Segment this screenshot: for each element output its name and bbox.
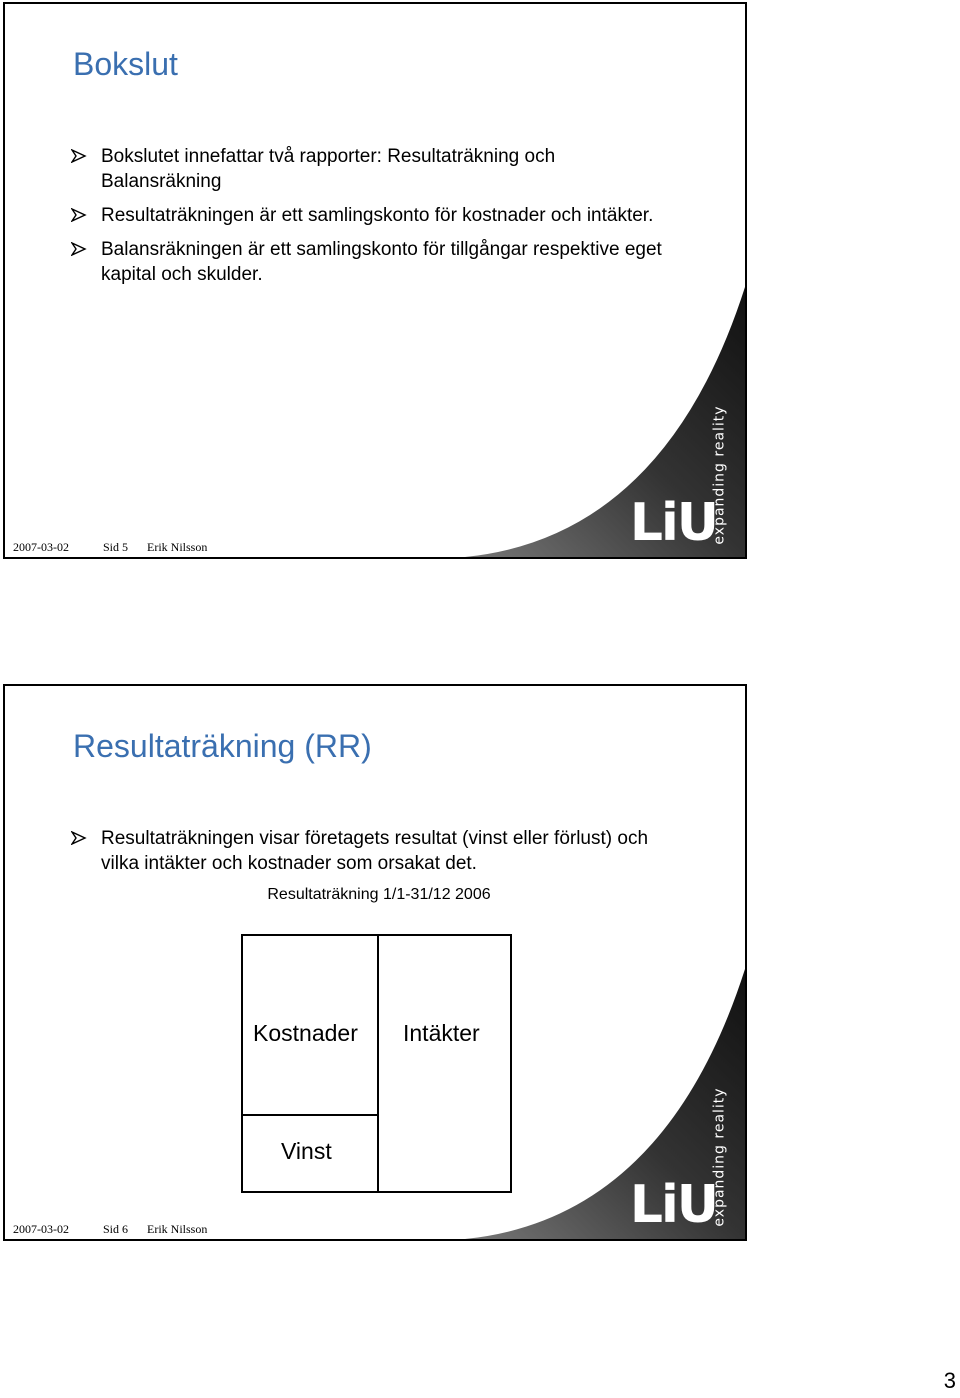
footer-author: Erik Nilsson <box>147 1221 208 1236</box>
bullet-item <box>71 237 671 287</box>
profit-label: Vinst <box>281 1138 332 1164</box>
arrow-bullet-icon <box>71 149 87 163</box>
slide-resultatrakning <box>3 684 747 1241</box>
slide-footer <box>13 537 207 557</box>
bullet-text: Balansräkningen är ett samlingskonto för tillgångar respektive eget kapital och skulder. <box>101 239 662 285</box>
arrow-bullet-icon <box>71 831 87 845</box>
rr-caption: Resultaträkning 1/1-31/12 2006 <box>267 886 491 903</box>
footer-date: 2007-03-02 <box>13 1221 69 1236</box>
bullet-text: Resultaträkningen är ett samlingskonto för kostnader och intäkter. <box>101 205 654 226</box>
liu-tagline: expanding reality <box>711 405 728 545</box>
slide-bokslut <box>3 2 747 559</box>
income-label: Intäkter <box>403 1020 480 1046</box>
liu-tagline: expanding reality <box>711 1087 728 1227</box>
arrow-bullet-icon <box>71 242 87 256</box>
costs-label: Kostnader <box>253 1020 358 1046</box>
footer-author: Erik Nilsson <box>147 539 208 554</box>
costs-column <box>243 936 379 1191</box>
footer-date: 2007-03-02 <box>13 539 69 554</box>
footer-page: Sid 6 <box>103 1221 129 1236</box>
slide-title: Resultaträkning (RR) <box>73 728 372 764</box>
footer-page: Sid 5 <box>103 539 129 554</box>
bullet-text: Bokslutet innefattar två rapporter: Resultaträkning och Balansräkning <box>101 146 556 192</box>
profit-cell <box>243 1114 377 1193</box>
bullet-list <box>71 144 671 296</box>
bullet-item <box>71 144 671 194</box>
bullet-text: Resultaträkningen visar företagets resultat (vinst eller förlust) och vilka intäkter och kostnader som orsakat det. <box>101 828 649 874</box>
liu-logo: LiU <box>629 493 717 553</box>
bullet-list <box>71 826 691 885</box>
slide-footer <box>13 1219 207 1239</box>
bullet-item <box>71 826 691 876</box>
slide-title: Bokslut <box>73 46 178 82</box>
bullet-item <box>71 203 671 228</box>
liu-logo: LiU <box>629 1175 717 1235</box>
arrow-bullet-icon <box>71 208 87 222</box>
page-number: 3 <box>943 1368 956 1393</box>
